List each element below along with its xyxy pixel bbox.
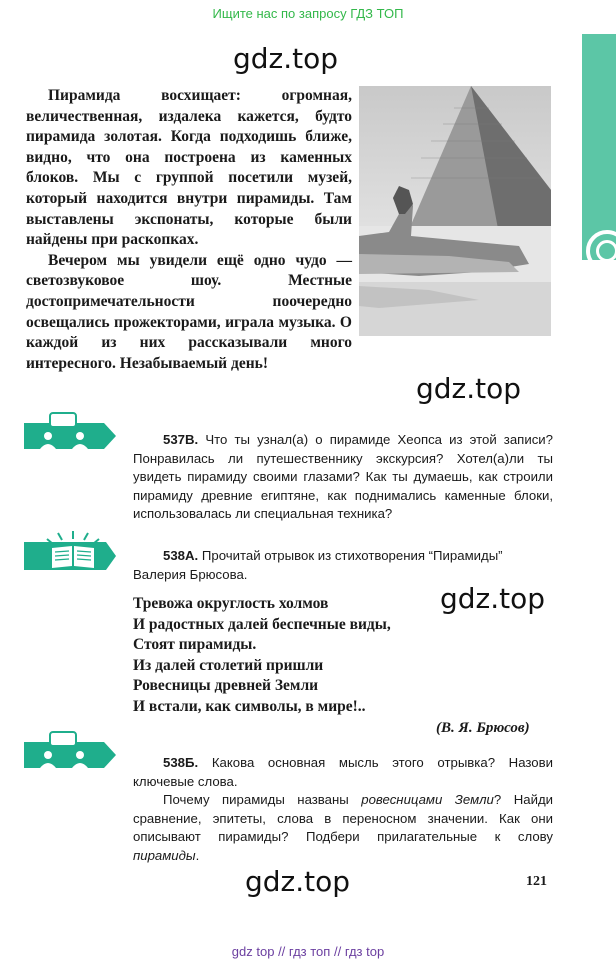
task-538b [133, 754, 553, 865]
pyramid-sphinx-photo [359, 86, 551, 336]
task-number: 537В. [163, 432, 199, 447]
page-number: 121 [526, 874, 547, 889]
footer-separator: // [333, 944, 342, 959]
poem-line: Из далей столетий пришли [133, 656, 324, 674]
discussion-task-marker [24, 730, 118, 770]
search-hint-link[interactable]: Ищите нас по запросу ГДЗ ТОП [212, 6, 404, 21]
task-text: Какова основная мысль этого отрывка? Назови ключевые слова. [133, 755, 553, 789]
task-537b [133, 431, 553, 524]
discussion-task-marker [24, 411, 118, 451]
watermark: gdz.top [245, 865, 351, 898]
footer-links [0, 944, 616, 959]
reading-task-marker [24, 528, 118, 572]
poem-excerpt [133, 594, 391, 717]
task-number: 538А. [163, 548, 199, 563]
watermark: gdz.top [440, 582, 546, 615]
footer-separator: // [278, 944, 286, 959]
task-number: 538Б. [163, 755, 199, 770]
watermark: gdz.top [233, 42, 339, 75]
story-paragraph: Пирамида восхищает: огромная, величественная, издалека кажется, будто пирамида золотая. Когда подходишь ближе, видно, что она построена из каменных блоков. Мы с группой посетили музей, который находится внутри пирамиды. Там выставлены экспонаты, которые были найдены при раскопках. [26, 87, 352, 249]
poem-author: (В. Я. Брюсов) [436, 720, 530, 736]
travel-diary-text [26, 86, 352, 374]
task-text: Что ты узнал(а) о пирамиде Хеопса из этой записи? Понравилась ли путешественнику экскурсия? Хотел(а)ли ты увидеть пирамиду своими глазами? Как ты думаешь, как строили пирамиду древние египтяне, как поднимались каменные блоки, использовалась ли специальная техника? [133, 432, 553, 521]
footer-link[interactable]: гдз топ [288, 944, 331, 959]
task-text: Прочитай отрывок из стихотворения “Пирамиды” Валерия Брюсова. [133, 548, 503, 582]
poem-line: И радостных далей беспечные виды, [133, 615, 391, 633]
poem-line: И встали, как символы, в мире!.. [133, 697, 366, 715]
footer-link[interactable]: гдз top [344, 944, 385, 959]
swirl-ornament-inner-icon [596, 240, 616, 260]
watermark: gdz.top [416, 372, 522, 405]
task-538a [133, 547, 553, 584]
poem-line: Стоят пирамиды. [133, 636, 257, 653]
story-paragraph: Вечером мы увидели ещё одно чудо — светозвуковое шоу. Местные достопримечательности поочередно освещались прожекторами, играла музыка. О каждой из них рассказывали много интересного. Незабываемый день! [26, 251, 352, 372]
poem-line: Тревожа округлость холмов [133, 595, 329, 612]
footer-link[interactable]: gdz top [231, 944, 275, 959]
poem-line: Ровесницы древней Земли [133, 677, 319, 694]
task-paragraph: Почему пирамиды названы ровесницами Земли? Найди сравнение, эпитеты, слова в переносном значении. Как они описывают пирамиды? Подбери прилагательные к слову пирамиды. [133, 792, 553, 863]
chapter-side-tab [582, 34, 616, 260]
